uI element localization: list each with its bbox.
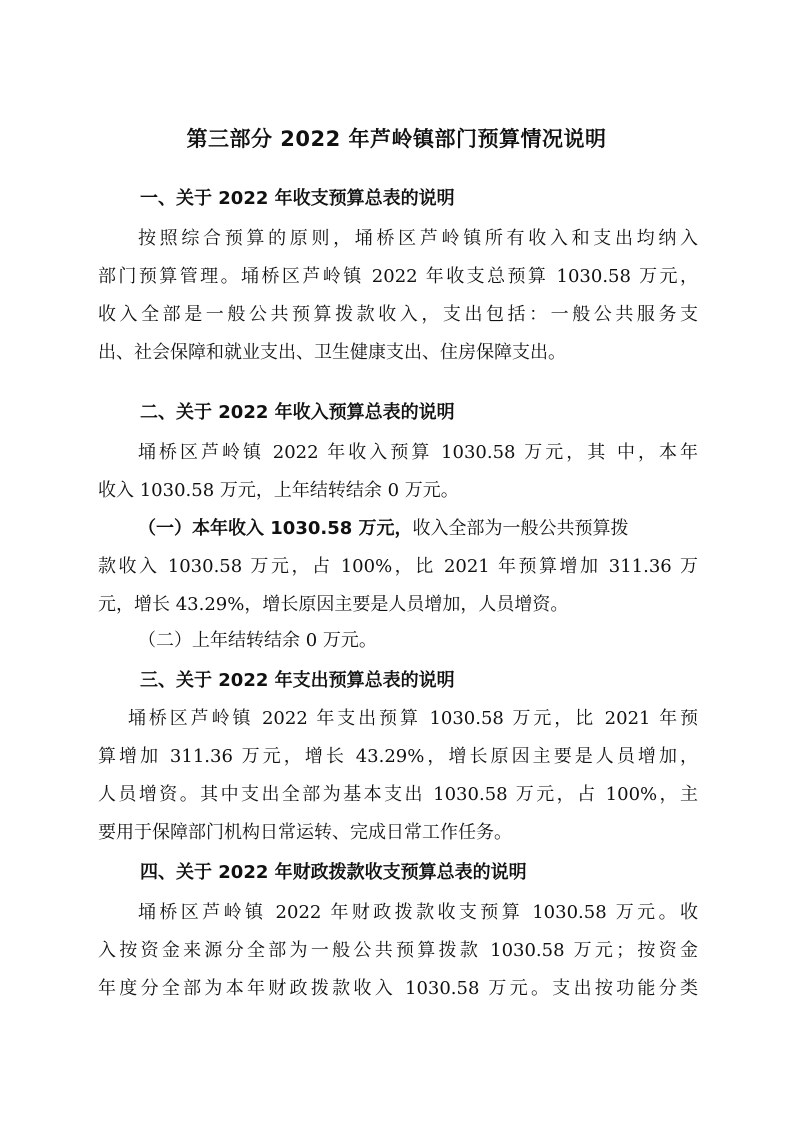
subsection-1-rest: 收入全部为一般公共预算拨 (412, 518, 629, 539)
subsection-1-lead: （一）本年收入 1030.58 万元， (138, 518, 413, 539)
section-2-paragraph (98, 434, 698, 510)
paragraph-line: 算增加 311.36 万元，增长 43.29%，增长原因主要是人员增加， (98, 746, 698, 767)
paragraph-line: 部门预算管理。埇桥区芦岭镇 2022 年收支总预算 1030.58 万元， (98, 266, 698, 287)
paragraph-line: 入按资金来源分全部为一般公共预算拨款 1030.58 万元；按资金 (98, 940, 698, 961)
subsection-2-line: （二）上年结转结余 0 万元。 (138, 630, 377, 651)
paragraph-line: 埇桥区芦岭镇 2022 年财政拨款收支预算 1030.58 万元。收 (138, 902, 698, 923)
subsection-1-first-line (98, 510, 698, 548)
paragraph-line: 人员增资。其中支出全部为基本支出 1030.58 万元，占 100%，主 (98, 784, 698, 805)
paragraph-line: 埇桥区芦岭镇 2022 年收入预算 1030.58 万元，其 中，本年 (138, 442, 698, 463)
subsection-2-paragraph (98, 622, 698, 660)
paragraph-line: 按照综合预算的原则，埇桥区芦岭镇所有收入和支出均纳入 (138, 228, 698, 249)
paragraph-line: 收入 1030.58 万元，上年结转结余 0 万元。 (98, 480, 459, 501)
paragraph-line: 出、社会保障和就业支出、卫生健康支出、住房保障支出。 (98, 342, 566, 363)
page-title: 第三部分 2022 年芦岭镇部门预算情况说明 (186, 127, 607, 151)
paragraph-line: 元，增长 43.29%，增长原因主要是人员增加，人员增资。 (98, 594, 569, 615)
paragraph-line: 收入全部是一般公共预算拨款收入，支出包括：一般公共服务支 (98, 304, 698, 325)
subsection-1-paragraph (98, 510, 698, 624)
section-4-heading: 四、关于 2022 年财政拨款收支预算总表的说明 (140, 862, 527, 883)
paragraph-line: 要用于保障部门机构日常运转、完成日常工作任务。 (98, 822, 512, 843)
paragraph-line: 款收入 1030.58 万元，占 100%，比 2021 年预算增加 311.36 万 (98, 556, 698, 577)
section-3-heading: 三、关于 2022 年支出预算总表的说明 (140, 670, 455, 691)
section-4-paragraph (98, 894, 698, 1008)
section-1-heading: 一、关于 2022 年收支预算总表的说明 (140, 188, 455, 209)
section-3-paragraph (98, 700, 698, 852)
paragraph-line: 年度分全部为本年财政拨款收入 1030.58 万元。支出按功能分类 (98, 978, 698, 999)
section-1-paragraph (98, 220, 698, 372)
paragraph-line: 埇桥区芦岭镇 2022 年支出预算 1030.58 万元，比 2021 年预 (128, 708, 698, 729)
section-2-heading: 二、关于 2022 年收入预算总表的说明 (140, 402, 455, 423)
